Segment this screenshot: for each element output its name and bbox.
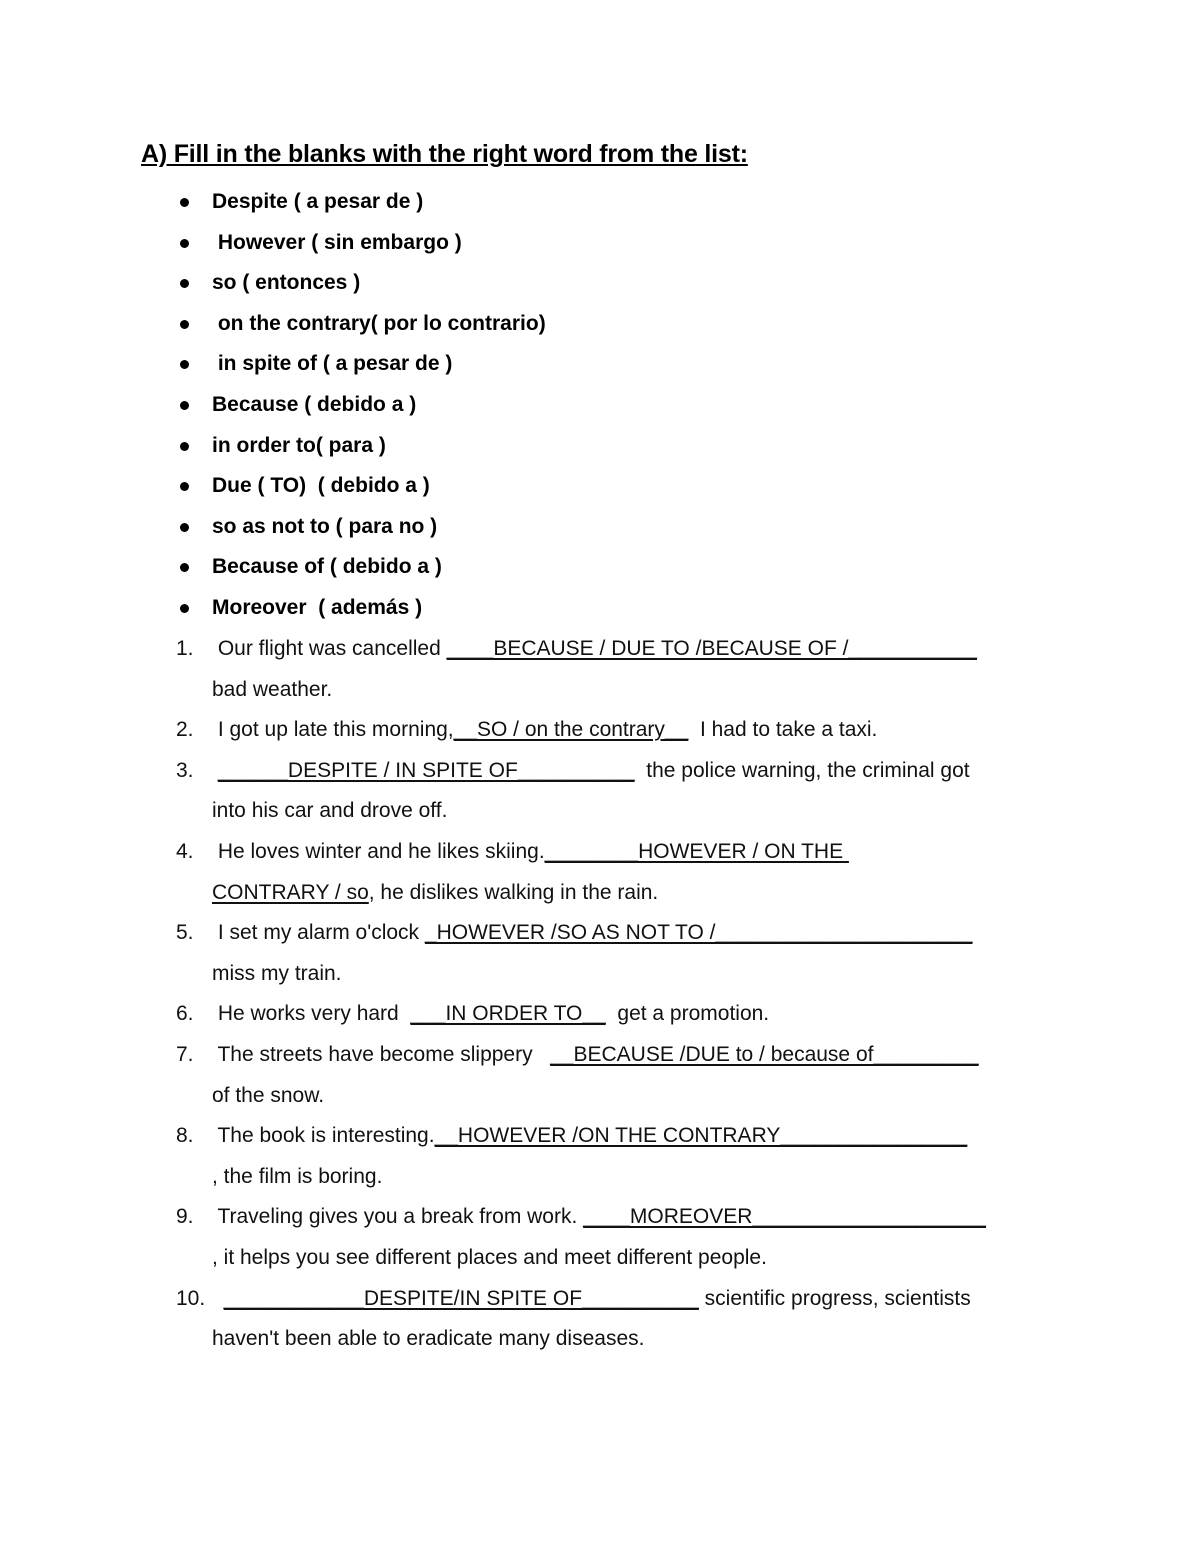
bullet-dot-icon [180,442,189,451]
exercise-text [212,1238,767,1279]
exercise-heading: A) Fill in the blanks with the right word from the list: [141,140,748,168]
exercise-prompt: He works very hard [212,1002,411,1026]
exercise-text [212,832,849,873]
bullet-dot-icon [180,239,189,248]
exercise-text [212,1076,324,1117]
answer-blank[interactable]: __HOWEVER /ON THE CONTRARY________________ [434,1124,968,1148]
answer-blank[interactable]: ____________DESPITE/IN SPITE OF__________ [223,1286,699,1310]
exercise-prompt-continued: , he dislikes walking in the rain. [368,880,659,904]
answer-blank[interactable]: ____MOREOVER____________________ [583,1205,986,1229]
answer-blank[interactable]: ___IN ORDER TO__ [410,1002,606,1026]
worksheet-page: A) Fill in the blanks with the right word from the list: Despite ( a pesar de ) However ( sin embargo ) so ( entonces ) on the contrary( por lo contrario) in spite of ( a pesar de ) Because ( debido a ) in order to( para ) Due ( TO) ( debido a ) so as not to ( para no ) Because of ( debido a ) Moreover ( además ) 1. Our flight was cancelled ____BECAUSE / DUE TO /BECAUSE OF /___________ bad weather. 2. I got up late this morning,__SO / on the contrary__ I had to take a taxi. 3. ______DESPITE / IN SPITE OF__________ the police warning, the criminal got into his car and drove off. 4. He loves winter and he likes skiing.________HOWEVER / ON THE CONTRARY / so, he dislikes walking in the rain. 5. I set my alarm o'clock _HOWEVER /SO AS NOT TO /______________________ miss my train. 6. He works very hard ___IN ORDER TO__ get a promotion. 7. The streets have become slippery __BECAUSE /DUE to / because of_________ of the snow. 8. The book is interesting.__HOWEVER /ON THE CONTRARY________________ , the film is boring. 9. Traveling gives you a break from work. ____MOREOVER____________________ , it helps you see different places and meet different people. 10. ____________DESPITE/IN SPITE OF__________ scientific progress, scientists haven't been able to eradicate many diseases. [0,0,1200,1553]
exercise-prompt-continued: scientific progress, scientists [698,1286,971,1310]
exercise-number: 8. [176,1124,194,1148]
exercise-number: 7. [176,1042,194,1066]
exercise-prompt-continued: get a promotion. [605,1002,770,1026]
exercise-prompt: into his car and drove off. [212,799,448,823]
exercise-prompt: miss my train. [212,961,342,985]
exercise-prompt: , it helps you see different places and meet different people. [212,1245,767,1269]
exercise-text [212,1116,967,1157]
answer-blank[interactable]: ______DESPITE / IN SPITE OF__________ [217,758,635,782]
bullet-dot-icon [180,198,189,207]
exercise-prompt-continued: I had to take a taxi. [688,718,878,742]
exercise-prompt: haven't been able to eradicate many diseases. [212,1327,645,1351]
exercise-prompt: , the film is boring. [212,1164,383,1188]
bullet-dot-icon [180,320,189,329]
exercise-number: 4. [176,839,194,863]
exercise-number: 3. [176,758,194,782]
exercise-text [212,994,769,1035]
exercise-text [212,751,970,792]
exercise-number: 5. [176,921,194,945]
exercise-text [212,1197,986,1238]
bullet-dot-icon [180,563,189,572]
exercise-text [212,629,977,670]
exercise-number: 1. [176,637,194,660]
answer-blank[interactable]: _HOWEVER /SO AS NOT TO /______________________ [424,921,973,945]
exercise-prompt: Traveling gives you a break from work. [212,1205,584,1229]
exercise-number: 2. [176,718,194,742]
exercise-text [212,1157,382,1198]
bullet-dot-icon [180,279,189,288]
bullet-dot-icon [180,401,189,410]
answer-blank[interactable]: CONTRARY / so [212,880,369,904]
bullet-dot-icon [180,482,189,491]
exercise-text [212,791,447,832]
exercise-prompt: The streets have become slippery [212,1042,551,1066]
exercise-number: 6. [176,1002,194,1026]
exercise-text [212,954,342,995]
exercise-text [212,1279,971,1320]
exercise-text [212,710,877,751]
exercise-prompt: The book is interesting. [212,1124,435,1148]
exercise-text [212,873,658,914]
exercise-prompt: I got up late this morning, [212,718,454,742]
answer-blank[interactable]: ____BECAUSE / DUE TO /BECAUSE OF /___________ [446,637,977,660]
exercise-prompt: of the snow. [212,1083,325,1107]
answer-blank[interactable]: __BECAUSE /DUE to / because of_________ [550,1042,979,1066]
bullet-dot-icon [180,523,189,532]
exercise-text [212,1035,979,1076]
exercise-number: 10. [176,1286,206,1310]
exercise-prompt-continued: the police warning, the criminal got [634,758,970,782]
exercise-prompt [212,1287,224,1310]
exercise-prompt: bad weather. [212,677,333,701]
answer-blank[interactable]: __SO / on the contrary__ [453,718,689,742]
bullet-dot-icon [180,360,189,369]
exercise-prompt: He loves winter and he likes skiing. [212,839,545,863]
exercise-number: 9. [176,1205,194,1229]
bullet-dot-icon [180,604,189,613]
exercise-text [212,1319,644,1360]
answer-blank[interactable]: ________HOWEVER / ON THE [544,839,849,863]
exercise-prompt: I set my alarm o'clock [212,921,425,945]
exercise-prompt: Our flight was cancelled [212,637,447,660]
exercise-text [212,670,332,711]
exercise-text [212,913,972,954]
